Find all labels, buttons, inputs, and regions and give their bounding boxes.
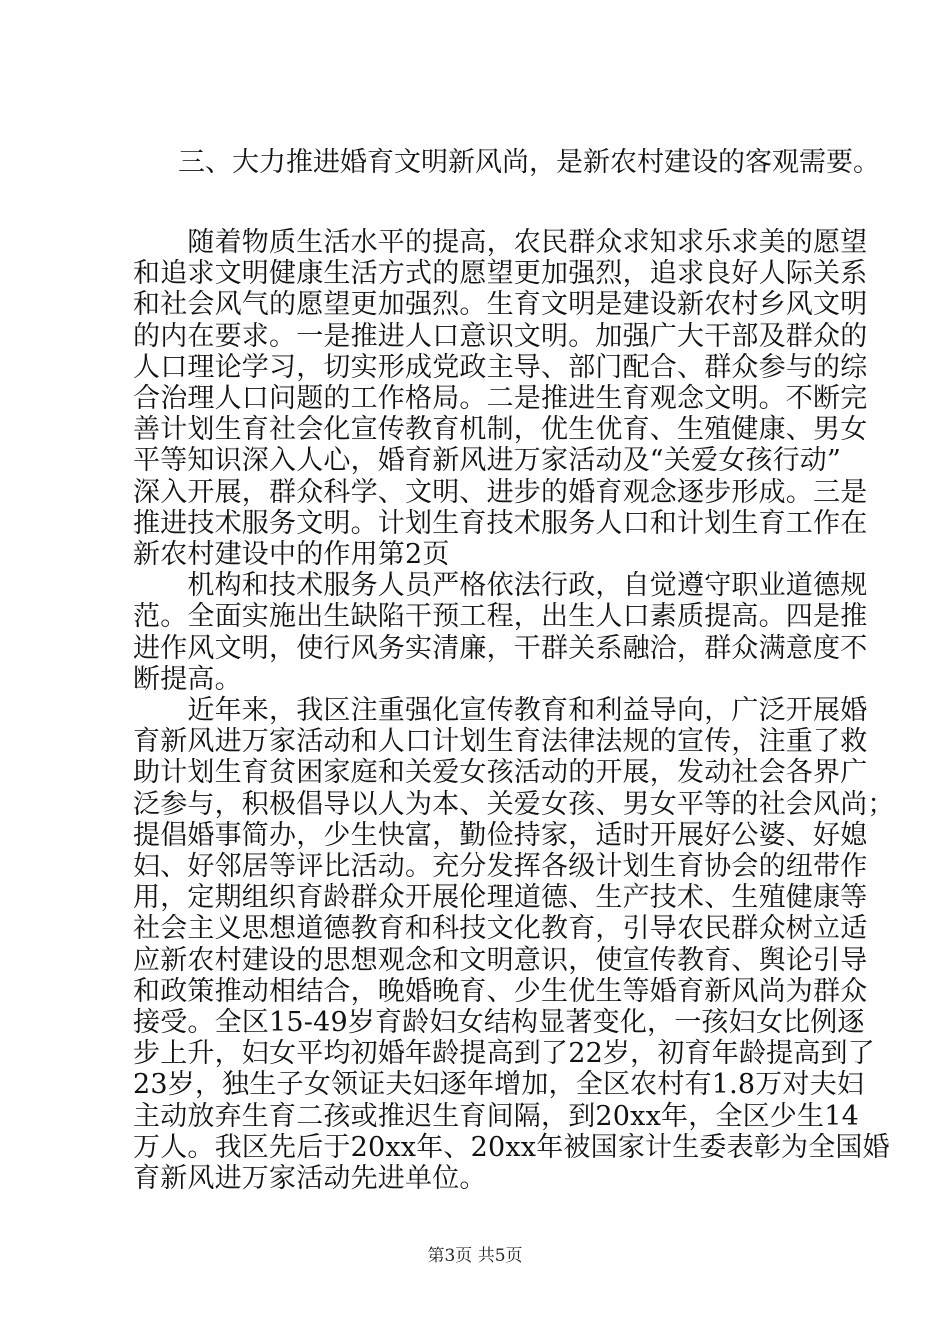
text-line: 接受。全区15-49岁育龄妇女结构显著变化，一孩妇女比例逐 xyxy=(133,1007,865,1038)
text-line: 的内在要求。一是推进人口意识文明。加强广大干部及群众的 xyxy=(133,320,868,352)
text-line: 用，定期组织育龄群众开展伦理道德、生产技术、生殖健康等 xyxy=(133,882,868,914)
text-line: 提倡婚事简办，少生快富，勤俭持家，适时开展好公婆、好媳 xyxy=(133,819,868,851)
text-line: 应新农村建设的思想观念和文明意识，使宣传教育、舆论引导 xyxy=(133,944,868,976)
text-line: 助计划生育贫困家庭和关爱女孩活动的开展，发动社会各界广 xyxy=(133,757,868,789)
text-line: 善计划生育社会化宣传教育机制，优生优育、生殖健康、男女 xyxy=(133,414,868,446)
text-line: 深入开展，群众科学、文明、进步的婚育观念逐步形成。三是 xyxy=(133,476,868,508)
text-line: 和追求文明健康生活方式的愿望更加强烈，追求良好人际关系 xyxy=(133,258,868,290)
text-line: 人口理论学习，切实形成党政主导、部门配合、群众参与的综 xyxy=(133,351,868,383)
text-line: 主动放弃生育二孩或推迟生育间隔，到20xx年，全区少生14 xyxy=(133,1100,859,1132)
text-line: 泛参与，积极倡导以人为本、关爱女孩、男女平等的社会风尚； xyxy=(133,788,895,820)
text-line: 新农村建设中的作用第2页 xyxy=(133,539,450,570)
page-footer: 第3页 共5页 xyxy=(427,1246,523,1266)
text-line: 随着物质生活水平的提高，农民群众求知求乐求美的愿望 xyxy=(133,227,868,258)
text-line: 和政策推动相结合，晚婚晚育、少生优生等婚育新风尚为群众 xyxy=(133,975,868,1007)
text-line: 进作风文明，使行风务实清廉，干群关系融洽，群众满意度不 xyxy=(133,632,868,664)
text-line: 机构和技术服务人员严格依法行政，自觉遵守职业道德规 xyxy=(133,570,868,602)
text-line: 社会主义思想道德教育和科技文化教育，引导农民群众树立适 xyxy=(133,913,868,945)
text-line: 步上升，妇女平均初婚年龄提高到了22岁，初育年龄提高到了 xyxy=(133,1038,875,1070)
text-line: 断提高。 xyxy=(133,663,242,695)
text-line: 23岁，独生子女领证夫妇逐年增加，全区农村有1.8万对夫妇 xyxy=(133,1069,865,1101)
text-line: 近年来，我区注重强化宣传教育和利益导向，广泛开展婚 xyxy=(133,695,868,726)
text-line: 和社会风气的愿望更加强烈。生育文明是建设新农村乡风文明 xyxy=(133,289,868,321)
text-line: 平等知识深入人心，婚育新风进万家活动及“关爱女孩行动” xyxy=(133,445,842,477)
text-line: 合治理人口问题的工作格局。二是推进生育观念文明。不断完 xyxy=(133,383,868,414)
text-line: 妇、好邻居等评比活动。充分发挥各级计划生育协会的纽带作 xyxy=(133,851,868,882)
text-line: 育新风进万家活动先进单位。 xyxy=(133,1163,487,1194)
text-line: 万人。我区先后于20xx年、20xx年被国家计生委表彰为全国婚 xyxy=(133,1131,890,1163)
text-line: 育新风进万家活动和人口计划生育法律法规的宣传，注重了救 xyxy=(133,726,868,758)
text-line: 范。全面实施出生缺陷干预工程，出生人口素质提高。四是推 xyxy=(133,601,868,633)
text-line: 推进技术服务文明。计划生育技术服务人口和计划生育工作在 xyxy=(133,507,868,539)
section-heading: 三、大力推进婚育文明新风尚，是新农村建设的客观需要。 xyxy=(178,147,880,178)
